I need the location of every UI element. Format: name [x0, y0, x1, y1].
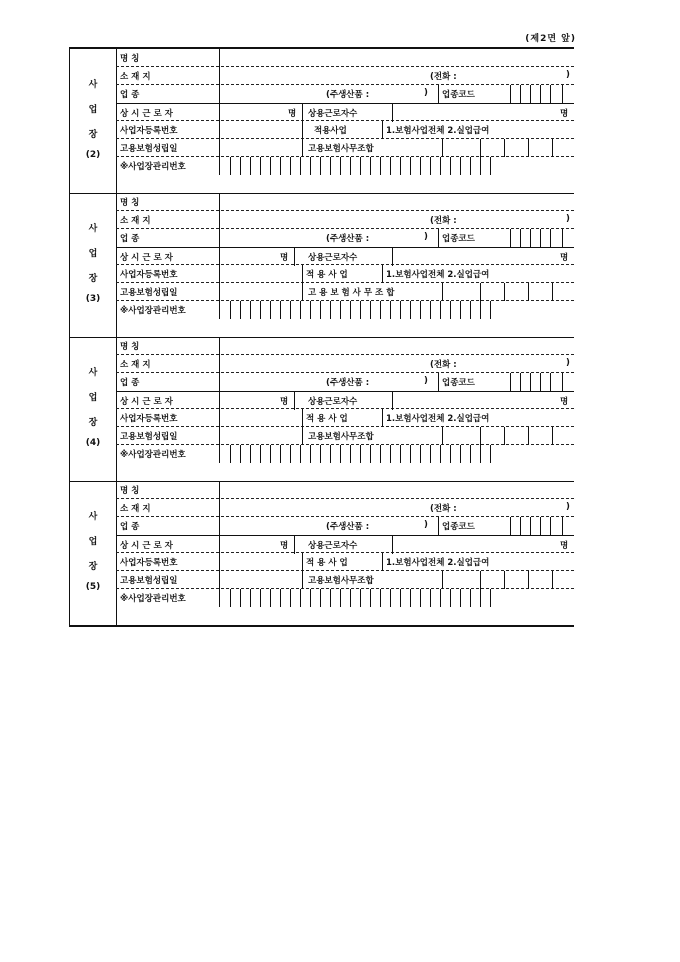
side-char-1: 사: [88, 512, 98, 522]
section-header: [70, 481, 117, 625]
business-site-section-2: [70, 49, 574, 193]
side-char-3: 장: [88, 418, 98, 428]
workers-unit: 명: [280, 397, 289, 407]
section-divider: [70, 481, 574, 482]
main-product-close: ): [424, 376, 428, 386]
phone-close: ): [566, 214, 570, 224]
workers-unit: 명: [280, 253, 289, 263]
regular-workers-label: 상용근로자수: [308, 109, 358, 119]
business-site-section-5: [70, 481, 574, 625]
union-label: 고용보험사무조합: [308, 144, 374, 154]
address-field[interactable]: [220, 355, 430, 373]
main-product-label: (주생산품 :: [326, 378, 370, 388]
row-industry: [116, 517, 574, 535]
side-char-1: 사: [88, 80, 98, 90]
regular-workers-unit: 명: [560, 109, 569, 119]
row-address: [116, 211, 574, 229]
row-mgmt-no: [116, 157, 574, 175]
label-workers: 상 시 근 로 자: [120, 109, 173, 119]
label-industry: 업 종: [120, 522, 140, 532]
row-workers: [116, 247, 574, 265]
row-established: [116, 571, 574, 589]
union-label: 고용보험사무조합: [308, 576, 374, 586]
row-mgmt-no: [116, 589, 574, 607]
label-name: 명 칭: [120, 54, 140, 64]
applied-business-label: 적 용 사 업: [306, 270, 348, 280]
name-field[interactable]: [220, 193, 574, 211]
regular-workers-label: 상용근로자수: [308, 541, 358, 551]
row-name: [116, 49, 574, 67]
row-workers: [116, 535, 574, 553]
label-reg-no: 사업자등록번호: [120, 270, 178, 280]
row-workers: [116, 103, 574, 121]
phone-close: ): [566, 502, 570, 512]
row-mgmt-no: [116, 301, 574, 319]
label-established: 고용보험성립일: [120, 144, 178, 154]
label-name: 명 칭: [120, 342, 140, 352]
row-name: [116, 193, 574, 211]
label-industry: 업 종: [120, 90, 140, 100]
applied-business-label: 적 용 사 업: [306, 558, 348, 568]
industry-code-label: 업종코드: [442, 522, 475, 532]
main-product-close: ): [424, 232, 428, 242]
industry-code-label: 업종코드: [442, 378, 475, 388]
label-address: 소 재 지: [120, 72, 151, 82]
phone-label: (전화 :: [430, 360, 457, 370]
workers-unit: 명: [280, 541, 289, 551]
insurance-options: 1.보험사업전체 2.실업급여: [386, 270, 490, 280]
label-mgmt-no: ※사업장관리번호: [120, 162, 186, 172]
label-industry: 업 종: [120, 234, 140, 244]
row-industry: [116, 229, 574, 247]
section-header: [70, 49, 117, 193]
applied-business-label: 적용사업: [314, 126, 347, 136]
phone-close: ): [566, 358, 570, 368]
label-reg-no: 사업자등록번호: [120, 414, 178, 424]
side-char-2: 업: [88, 249, 98, 259]
name-field[interactable]: [220, 481, 574, 499]
row-name: [116, 337, 574, 355]
label-name: 명 칭: [120, 198, 140, 208]
row-mgmt-no: [116, 445, 574, 463]
phone-close: ): [566, 70, 570, 80]
address-field[interactable]: [220, 499, 430, 517]
row-reg-no: [116, 553, 574, 571]
label-industry: 업 종: [120, 378, 140, 388]
label-mgmt-no: ※사업장관리번호: [120, 306, 186, 316]
union-label: 고용보험사무조합: [308, 432, 374, 442]
workers-unit: 명: [288, 109, 297, 119]
section-number: (4): [85, 438, 101, 448]
section-header: [70, 193, 117, 337]
row-address: [116, 355, 574, 373]
side-char-2: 업: [88, 537, 98, 547]
row-address: [116, 499, 574, 517]
side-char-1: 사: [88, 368, 98, 378]
business-site-section-3: [70, 193, 574, 337]
side-char-3: 장: [88, 562, 98, 572]
main-product-label: (주생산품 :: [326, 522, 370, 532]
business-site-form: [69, 47, 574, 627]
main-product-close: ): [424, 520, 428, 530]
side-char-3: 장: [88, 274, 98, 284]
main-product-close: ): [424, 88, 428, 98]
label-address: 소 재 지: [120, 504, 151, 514]
phone-label: (전화 :: [430, 72, 457, 82]
side-char-1: 사: [88, 224, 98, 234]
regular-workers-label: 상용근로자수: [308, 253, 358, 263]
insurance-options: 1.보험사업전체 2.실업급여: [386, 126, 490, 136]
side-char-3: 장: [88, 130, 98, 140]
label-workers: 상 시 근 로 자: [120, 541, 173, 551]
section-divider: [70, 193, 574, 194]
label-name: 명 칭: [120, 486, 140, 496]
row-reg-no: [116, 409, 574, 427]
label-workers: 상 시 근 로 자: [120, 253, 173, 263]
business-site-section-4: [70, 337, 574, 481]
page-label: (제2면 앞): [525, 34, 576, 44]
label-address: 소 재 지: [120, 216, 151, 226]
label-mgmt-no: ※사업장관리번호: [120, 450, 186, 460]
label-established: 고용보험성립일: [120, 432, 178, 442]
row-reg-no: [116, 121, 574, 139]
regular-workers-label: 상용근로자수: [308, 397, 358, 407]
regular-workers-unit: 명: [560, 541, 569, 551]
industry-code-label: 업종코드: [442, 90, 475, 100]
section-divider: [70, 337, 574, 338]
main-product-label: (주생산품 :: [326, 234, 370, 244]
label-reg-no: 사업자등록번호: [120, 126, 178, 136]
section-number: (3): [85, 294, 101, 304]
applied-business-label: 적 용 사 업: [306, 414, 348, 424]
row-industry: [116, 373, 574, 391]
phone-label: (전화 :: [430, 504, 457, 514]
label-reg-no: 사업자등록번호: [120, 558, 178, 568]
side-char-2: 업: [88, 105, 98, 115]
insurance-options: 1.보험사업전체 2.실업급여: [386, 414, 490, 424]
row-established: [116, 139, 574, 157]
row-name: [116, 481, 574, 499]
regular-workers-unit: 명: [560, 253, 569, 263]
row-established: [116, 283, 574, 301]
union-label: 고 용 보 험 사 무 조 합: [308, 288, 395, 298]
label-established: 고용보험성립일: [120, 576, 178, 586]
row-address: [116, 67, 574, 85]
address-field[interactable]: [220, 67, 430, 85]
row-reg-no: [116, 265, 574, 283]
name-field[interactable]: [220, 49, 574, 67]
section-header: [70, 337, 117, 481]
insurance-options: 1.보험사업전체 2.실업급여: [386, 558, 490, 568]
label-address: 소 재 지: [120, 360, 151, 370]
address-field[interactable]: [220, 211, 430, 229]
section-number: (5): [85, 582, 101, 592]
label-mgmt-no: ※사업장관리번호: [120, 594, 186, 604]
regular-workers-unit: 명: [560, 397, 569, 407]
row-established: [116, 427, 574, 445]
phone-label: (전화 :: [430, 216, 457, 226]
name-field[interactable]: [220, 337, 574, 355]
main-product-label: (주생산품 :: [326, 90, 370, 100]
label-established: 고용보험성립일: [120, 288, 178, 298]
section-number: (2): [85, 150, 101, 160]
industry-code-label: 업종코드: [442, 234, 475, 244]
side-char-2: 업: [88, 393, 98, 403]
label-workers: 상 시 근 로 자: [120, 397, 173, 407]
row-industry: [116, 85, 574, 103]
row-workers: [116, 391, 574, 409]
